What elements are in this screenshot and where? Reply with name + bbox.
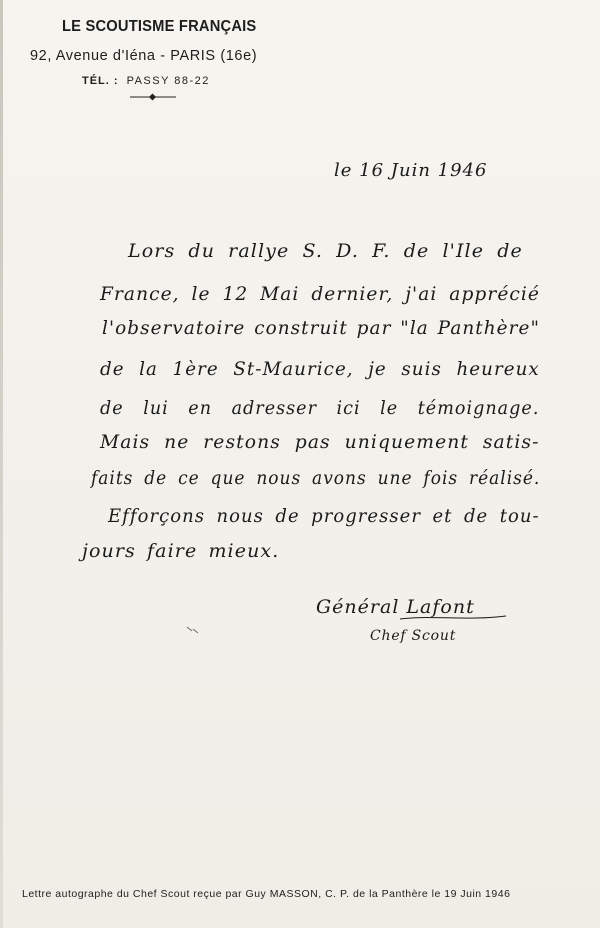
letterhead-address: 92, Avenue d'Iéna - PARIS (16e) (30, 48, 258, 64)
telephone-label: TÉL. : (82, 75, 119, 87)
letter-line: Mais ne restons pas uniquement satis- (100, 431, 540, 453)
signature: Général Lafont (316, 596, 475, 618)
signature-flourish (398, 612, 508, 622)
signer-role: Chef Scout (370, 628, 457, 644)
letter-line: de lui en adresser ici le témoignage. (100, 397, 540, 419)
photo-caption: Lettre autographe du Chef Scout reçue par Guy MASSON, C. P. de la Panthère le 19 Juin 1946 (22, 888, 511, 900)
letter-line: Lors du rallye S. D. F. de l'Ile de (128, 240, 523, 262)
letter-line: faits de ce que nous avons une fois réalisé. (91, 467, 541, 489)
letter-line: Efforçons nous de progresser et de tou- (108, 505, 540, 527)
page-edge (0, 0, 3, 928)
letter-line: de la 1ère St-Maurice, je suis heureux (100, 358, 540, 380)
letterhead-organization: LE SCOUTISME FRANÇAIS (62, 18, 257, 35)
letterhead-telephone (82, 75, 210, 87)
letter-line: France, le 12 Mai dernier, j'ai apprécié (100, 283, 540, 305)
letter-line: l'observatoire construit par "la Panthère" (102, 317, 541, 339)
letter-line: jours faire mieux. (82, 540, 280, 562)
telephone-number: PASSY 88-22 (126, 75, 210, 87)
letter-date: le 16 Juin 1946 (334, 160, 488, 181)
paper-mark (186, 625, 200, 635)
letterhead-ornament (130, 93, 176, 101)
